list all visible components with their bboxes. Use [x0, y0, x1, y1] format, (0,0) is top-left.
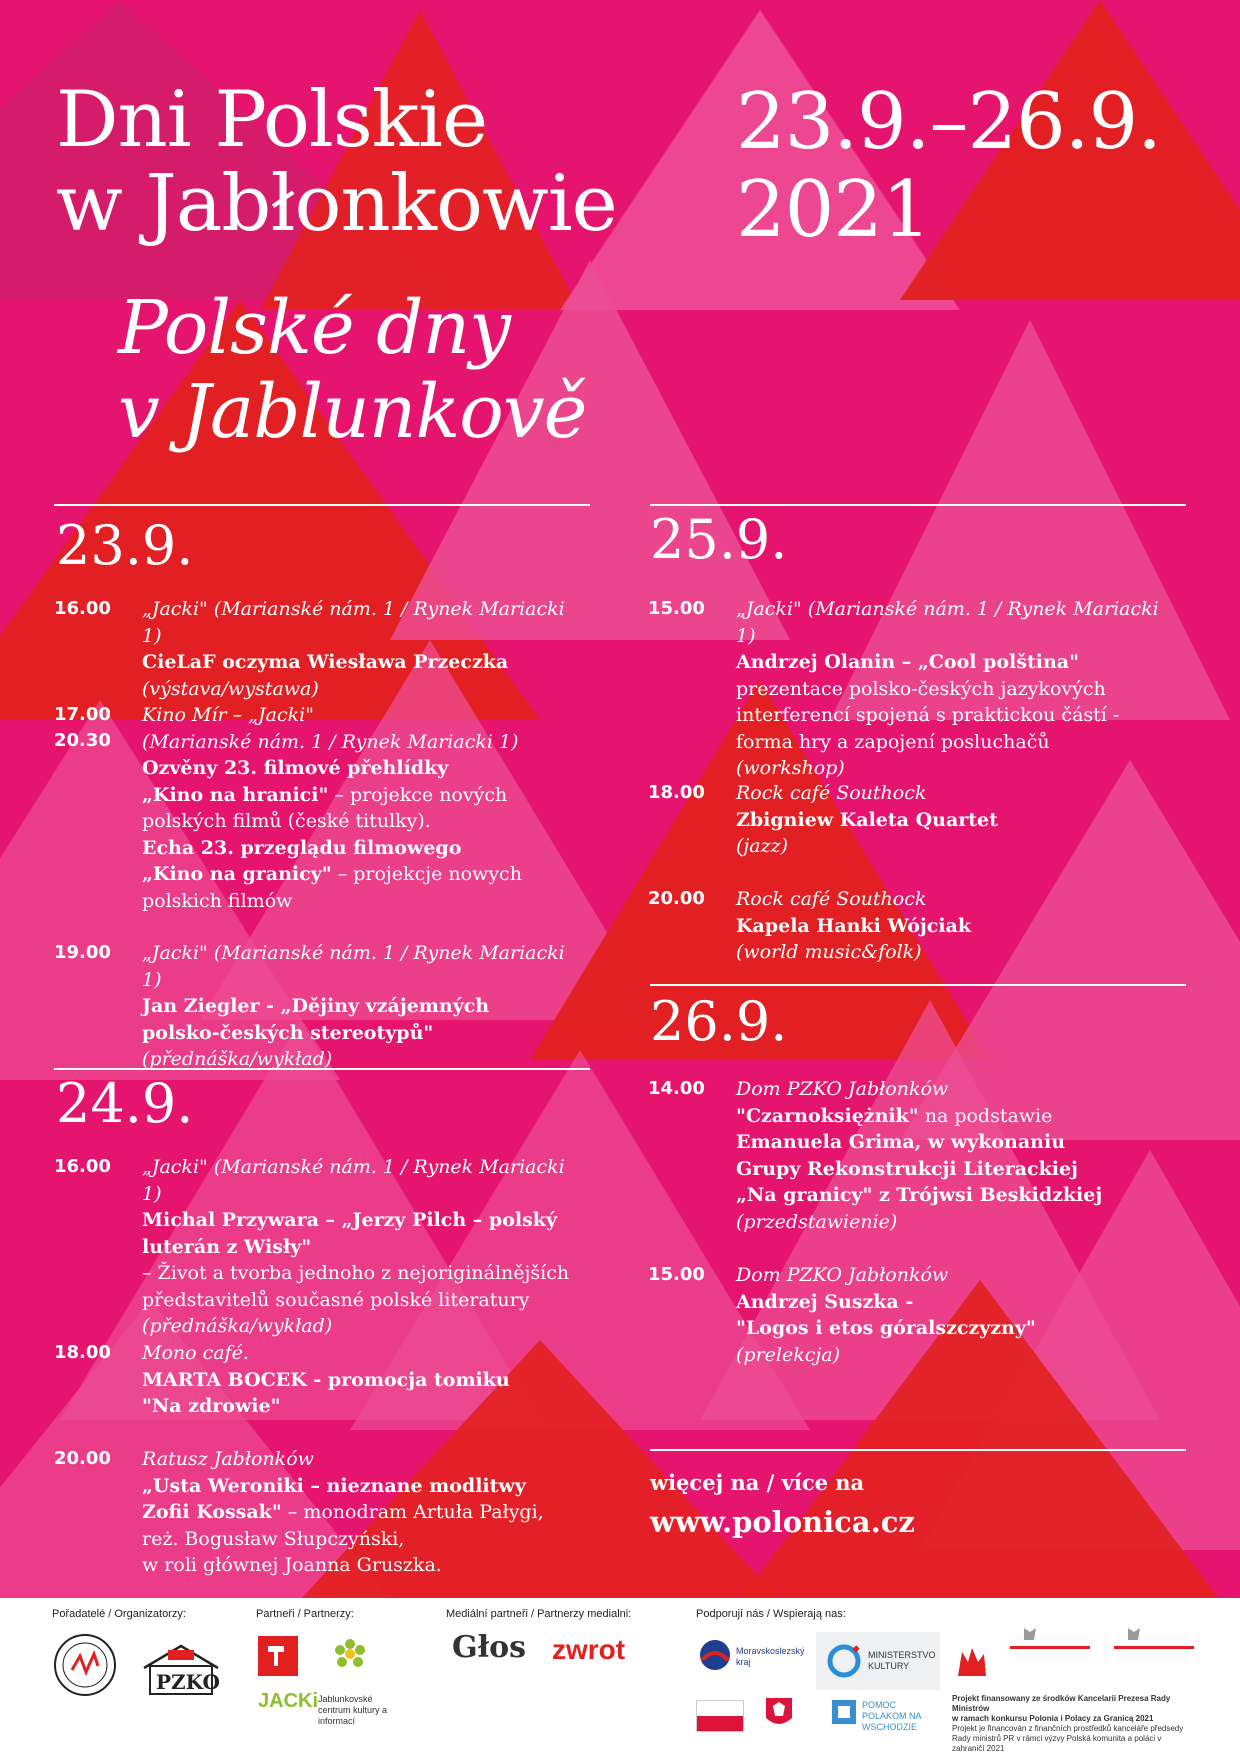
event-title: „Usta Weroniki – nieznane modlitwy: [142, 1474, 526, 1497]
event-title: polsko-českých stereotypů": [142, 1021, 434, 1044]
event-time-value: 20.00: [648, 888, 705, 909]
event-title: Andrzej Suszka -: [736, 1290, 914, 1313]
glos-logo: Głos: [452, 1630, 527, 1665]
event-23-9-3: [54, 940, 574, 1073]
event-line-rest: na podstawie: [918, 1104, 1053, 1127]
event-time: [648, 886, 728, 912]
event-title: Zbigniew Kaleta Quartet: [736, 808, 998, 831]
event-25-9-3: [648, 886, 1168, 966]
event-time-value: 18.00: [648, 782, 705, 803]
polish-consulate-logo: [952, 1642, 992, 1682]
event-25-9-2: [648, 780, 1168, 860]
event-time: [648, 596, 728, 622]
event-title: Emanuela Grima, w wykonaniu: [736, 1131, 1066, 1153]
event-time: [54, 596, 134, 622]
event-time-value: 20.00: [54, 1448, 111, 1469]
support-heading: Podporují nás / Wspierają nas:: [696, 1608, 846, 1620]
event-details: [736, 1076, 1168, 1235]
consulate-general-emblem: [1010, 1624, 1090, 1664]
event-venue: „Jacki" (Marianské nám. 1 / Rynek Mariacki 1): [142, 1156, 565, 1205]
event-time: [54, 1154, 134, 1180]
event-category: (přednáška/wykład): [142, 1315, 333, 1337]
event-line: [142, 861, 574, 888]
event-description: prezentace polsko-českých jazykových: [736, 677, 1106, 700]
funding-note: [952, 1694, 1192, 1754]
event-time: [54, 940, 134, 966]
divider-more: [650, 1449, 1186, 1451]
event-details: [142, 1154, 574, 1340]
event-time: [648, 1262, 728, 1288]
title-date-range: 23.9.–26.9.: [736, 77, 1161, 167]
event-26-9-2: [648, 1262, 1168, 1368]
event-title: Echa 23. przeglądu filmowego: [142, 836, 462, 859]
event-time-value: 16.00: [54, 598, 111, 619]
title-polish-line2: w Jabłonkowie: [56, 159, 617, 249]
event-venue: Rock café Southock: [736, 782, 927, 804]
event-description: forma hry a zapojení posluchačů: [736, 730, 1050, 753]
day-heading-24-9: 24.9.: [56, 1072, 194, 1135]
title-polish-line1: Dni Polskie: [56, 75, 488, 165]
footer: [0, 1598, 1240, 1754]
day-heading-25-9: 25.9.: [650, 508, 788, 571]
event-title: Ozvěny 23. filmové přehlídky: [142, 757, 449, 779]
zwrot-logo: zwrot: [552, 1634, 626, 1665]
event-venue: Mono café.: [142, 1342, 249, 1364]
title-czech: [118, 286, 586, 454]
event-time: [54, 702, 134, 754]
title-czech-line2: v Jablunkově: [118, 369, 587, 455]
event-time-value: 15.00: [648, 1264, 705, 1285]
day-heading-26-9: 26.9.: [650, 990, 788, 1053]
kongres-polakow-logo: [52, 1632, 118, 1698]
event-title: luterán z Wisły": [142, 1235, 312, 1258]
event-category: (workshop): [736, 757, 845, 779]
more-info: [650, 1468, 915, 1542]
funding-note-line2: w ramach konkursu Polonia i Polacy za Granicą 2021: [952, 1714, 1154, 1723]
event-description: (Marianské nám. 1 / Rynek Mariacki 1): [142, 730, 519, 753]
event-venue: Rock café Southock: [736, 888, 927, 910]
event-24-9-2: [54, 1340, 574, 1420]
event-title: Michal Przywara – „Jerzy Pilch – polský: [142, 1209, 557, 1231]
jacki-logo-text: JACKi: [258, 1690, 319, 1712]
event-venue: „Jacki" (Marianské nám. 1 / Rynek Mariacki 1): [736, 598, 1159, 647]
event-venue: Ratusz Jabłonków: [142, 1448, 314, 1470]
event-details: [142, 940, 574, 1073]
event-time-value: 18.00: [54, 1342, 111, 1363]
event-time-value: 20.30: [54, 730, 111, 751]
more-info-label: więcej na / více na: [650, 1470, 865, 1495]
pomoc-logo-text: POMOC POLAKOM NA WSCHODZIE: [862, 1700, 922, 1732]
partner-red-square-logo: [258, 1636, 298, 1676]
event-time-value: 14.00: [648, 1078, 705, 1099]
title-czech-line1: Polské dny: [118, 285, 510, 371]
event-description: reż. Bogusław Słupczyński,: [142, 1527, 405, 1550]
funding-note-line1: Projekt finansowany ze środków Kancelarii Prezesa Rady Ministrów: [952, 1694, 1171, 1713]
event-description: polskich filmów: [142, 889, 293, 912]
jacki-logo: [258, 1690, 398, 1730]
event-time-value: 17.00: [54, 704, 111, 725]
media-heading: Mediální partneři / Partnerzy medialni:: [446, 1608, 632, 1620]
day-heading-23-9: 23.9.: [56, 514, 194, 577]
event-title: MARTA BOCEK - promocja tomiku: [142, 1368, 510, 1391]
partners-heading: Partneři / Partnerzy:: [256, 1608, 354, 1620]
event-description: interferencí spojená s praktickou částí -: [736, 704, 1120, 726]
event-time: [648, 780, 728, 806]
event-time-value: 16.00: [54, 1156, 111, 1177]
event-time-value: 15.00: [648, 598, 705, 619]
event-line-bold: Zofii Kossak": [142, 1501, 282, 1523]
moravskoslezsky-kraj-logo: [698, 1638, 808, 1678]
event-details: [142, 702, 574, 914]
event-25-9-1: [648, 596, 1168, 782]
event-title: Jan Ziegler - „Dějiny vzájemných: [142, 995, 490, 1017]
event-title: Andrzej Olanin – „Cool polština": [736, 651, 1079, 673]
event-venue: „Jacki" (Marianské nám. 1 / Rynek Mariacki 1): [142, 942, 565, 991]
event-category: (prelekcja): [736, 1343, 841, 1366]
event-details: [736, 1262, 1168, 1368]
event-23-9-2: [54, 702, 574, 914]
event-category: (jazz): [736, 835, 789, 857]
mk-logo-text: MINISTERSTVO KULTURY: [868, 1650, 936, 1671]
polish-flag: [696, 1700, 744, 1732]
event-24-9-1: [54, 1154, 574, 1340]
event-title: "Logos i etos góralszczyzny": [736, 1317, 1036, 1339]
title-year: 2021: [736, 165, 931, 255]
event-line-rest: – projekcje nowych: [331, 863, 522, 885]
event-category: (výstava/wystawa): [142, 677, 319, 700]
event-details: [142, 1340, 574, 1420]
event-title: „Na granicy" z Trójwsi Beskidzkiej: [736, 1184, 1103, 1206]
event-title: Kapela Hanki Wójciak: [736, 914, 972, 937]
event-time-value: 19.00: [54, 942, 111, 963]
jacki-logo-subtitle: Jablunkovské centrum kultury a informací: [318, 1694, 388, 1726]
ministerstvo-kultury-logo: [816, 1632, 940, 1690]
funding-note-line3: Projekt je financován z finančních prostředků kanceláře předsedy: [952, 1724, 1184, 1733]
organizers-heading: Pořadatelé / Organizatorzy:: [52, 1608, 186, 1620]
title-dates: [736, 78, 1161, 254]
event-23-9-1: [54, 596, 574, 702]
event-details: [736, 886, 1168, 966]
pzko-logo: [138, 1642, 224, 1698]
event-venue: „Jacki" (Marianské nám. 1 / Rynek Mariacki 1): [142, 598, 565, 647]
event-line-rest: – projekce nových: [328, 783, 508, 806]
event-line-bold: „Kino na hranici": [142, 783, 329, 806]
event-line: [736, 1103, 1168, 1130]
event-26-9-1: [648, 1076, 1168, 1235]
event-venue: Kino Mír – „Jacki": [142, 704, 314, 726]
event-24-9-3: [54, 1446, 574, 1579]
event-time: [648, 1076, 728, 1102]
event-description: polských filmů (české titulky).: [142, 810, 431, 832]
event-category: (world music&folk): [736, 941, 922, 963]
event-category: (přednáška/wykład): [142, 1048, 333, 1070]
event-venue: Dom PZKO Jabłonków: [736, 1078, 949, 1100]
event-title: "Na zdrowie": [142, 1395, 281, 1417]
event-details: [142, 596, 574, 702]
event-venue: Dom PZKO Jabłonków: [736, 1264, 949, 1286]
pomoc-polakom-logo: [830, 1698, 940, 1732]
event-category: (przedstawienie): [736, 1210, 898, 1233]
event-line: [142, 782, 574, 809]
polish-eagle-emblem: [764, 1696, 794, 1730]
sdruzeni-logo: [332, 1636, 412, 1676]
divider-23-9: [54, 504, 590, 506]
event-title: CieLaF oczyma Wiesława Przeczka: [142, 651, 509, 673]
funding-note-line4: Rady ministrů PR v rámci výzvy Polská komunita a poláci v zahraničí 2021: [952, 1734, 1162, 1753]
event-details: [142, 1446, 574, 1579]
event-description: představitelů současné polské literatury: [142, 1288, 530, 1311]
event-description: – Život a tvorba jednoho z nejoriginálnějších: [142, 1262, 570, 1284]
mfa-poland-emblem: [1114, 1624, 1194, 1664]
event-description: w roli głównej Joanna Gruszka.: [142, 1554, 442, 1576]
event-details: [736, 780, 1168, 860]
title-polish: [56, 75, 617, 249]
event-title: Grupy Rekonstrukcji Literackiej: [736, 1157, 1078, 1180]
event-line: [142, 1499, 574, 1526]
divider-26-9: [650, 984, 1186, 986]
event-details: [736, 596, 1168, 782]
event-time: [54, 1446, 134, 1472]
event-line-bold: "Czarnoksiężnik": [736, 1104, 919, 1127]
event-line-rest: – monodram Artuła Pałygi,: [281, 1501, 544, 1523]
event-line-bold: „Kino na granicy": [142, 863, 332, 885]
divider-25-9: [650, 504, 1186, 506]
msk-logo-text: Moravskoslezský kraj: [736, 1646, 805, 1667]
website-link[interactable]: www.polonica.cz: [650, 1505, 915, 1539]
pzko-logo-text: PZKO: [156, 1670, 220, 1694]
event-time: [54, 1340, 134, 1366]
